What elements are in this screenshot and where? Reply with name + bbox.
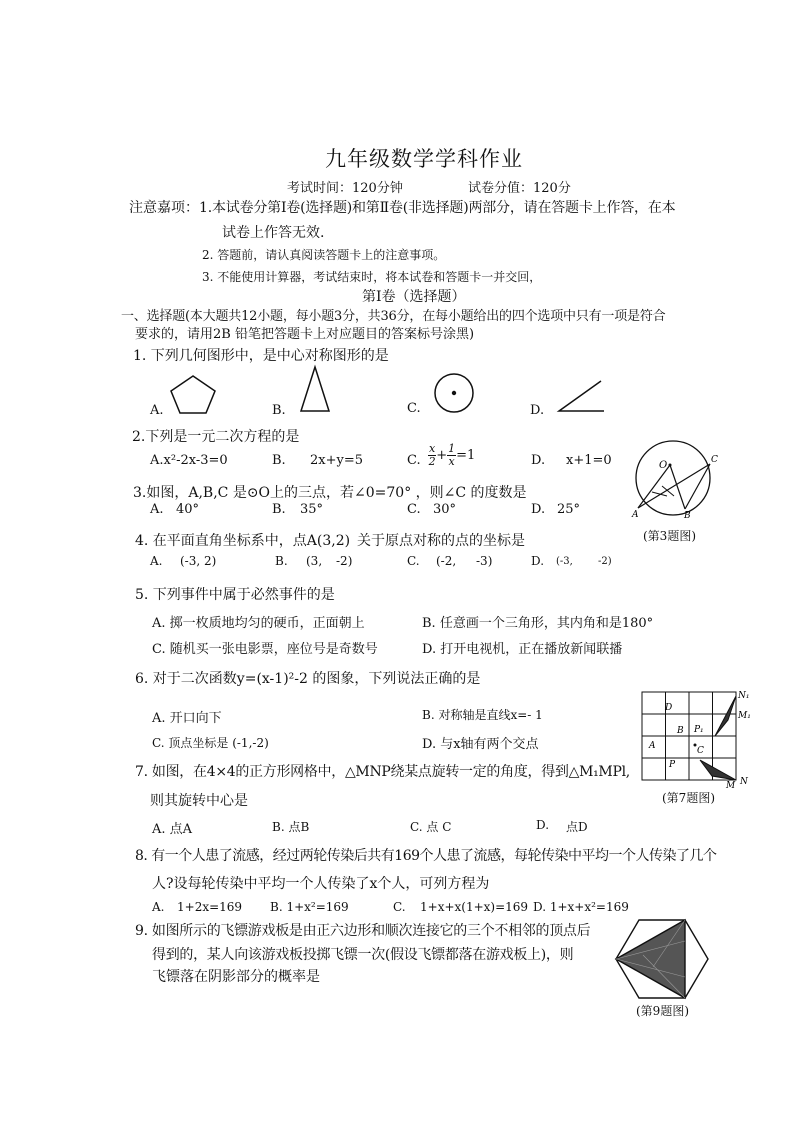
q2-option-a: A.x²-2x-3=0 (150, 453, 228, 468)
frac-denominator: x (448, 455, 455, 468)
q9-stem-cont: 得到的，某人向该游戏板投掷飞镖一次(假设飞镖都落在游戏板上)，则 (152, 947, 574, 963)
q2-option-d-label: D. (531, 453, 546, 468)
q7-grid-figure (640, 690, 751, 791)
label-m: M (726, 781, 736, 791)
q8-option-c-label: C. (393, 900, 406, 914)
frac-numerator: 1 (448, 442, 456, 455)
q3-stem: 3.如图，A,B,C 是⊙O上的三点，若∠0=70° ，则∠C 的度数是 (133, 485, 527, 501)
q2-option-d: x+1=0 (566, 453, 612, 468)
q5-option-d: D. 打开电视机，正在播放新闻联播 (422, 642, 623, 657)
note-3: 3. 不能使用计算器，考试结束时，将本试卷和答题卡一并交回， (202, 270, 542, 284)
q9-hexagon-figure (613, 917, 711, 1001)
note-1: 1.本试卷分第Ⅰ卷(选择题)和第Ⅱ卷(非选择题)两部分，请在答题卡上作答，在本 (199, 200, 676, 216)
q6-option-b: B. 对称轴是直线x=- 1 (422, 708, 543, 722)
label-m1: M₁ (738, 711, 751, 721)
label-n1: N₁ (738, 691, 750, 701)
q5-option-b: B. 任意画一个三角形，其内角和是180° (422, 616, 654, 631)
q3-option-c: 30° (433, 502, 457, 517)
q6-stem: 6. 对于二次函数y=(x-1)²-2 的图象，下列说法正确的是 (135, 671, 481, 687)
label-o: O (659, 460, 668, 471)
page-title: 九年级数学学科作业 (325, 147, 523, 171)
notes-label: 注意嘉项： (129, 200, 199, 216)
note-1-cont: 试卷上作答无效. (222, 225, 325, 241)
angle-figure (556, 378, 606, 416)
q4-option-a-label: A. (150, 554, 163, 568)
q4-stem: 4. 在平面直角坐标系中，点A(3,2) (135, 533, 351, 549)
q3-option-a-label: A. (150, 502, 164, 517)
note-2: 2. 答题前，请认真阅读答题卡上的注意事项。 (202, 248, 446, 262)
section-title: 第Ⅰ卷（选择题） (362, 289, 466, 305)
q3-option-c-label: C. (407, 502, 421, 517)
exam-score: 试卷分值：120分 (468, 181, 571, 196)
q3-option-a: 40° (176, 502, 200, 517)
q2-stem: 2.下列是一元二次方程的是 (132, 429, 300, 445)
q4-option-d-cont: -2) (598, 556, 612, 567)
q2-option-c (428, 443, 475, 468)
q9-stem-cont-2: 飞镖落在阴影部分的概率是 (152, 969, 320, 985)
section-intro-cont: 要求的，请用2B 铅笔把答题卡上对应题目的答案标号涂黑) (135, 327, 475, 342)
q3-circle-figure (622, 440, 722, 520)
q8-option-d: D. 1+x+x²=169 (533, 900, 629, 914)
q4-option-d-label: D. (531, 554, 545, 568)
q4-option-d: (-3, (556, 556, 573, 567)
q1-option-b: B. (272, 403, 286, 418)
section-intro: 一、选择题(本大题共12小题，每小题3分，共36分，在每小题给出的四个选项中只有一项是符合 (121, 309, 666, 324)
q6-option-c: C. 顶点坐标是 (-1,-2) (152, 736, 269, 750)
q3-option-d-label: D. (531, 502, 546, 517)
exam-time: 考试时间：120分钟 (287, 181, 403, 196)
q8-option-a-label: A. (152, 900, 165, 914)
equals-one: =1 (456, 448, 476, 463)
q3-option-d: 25° (557, 502, 581, 517)
frac-numerator: x (429, 442, 436, 455)
q4-option-b: (3, (306, 554, 323, 568)
q3-option-b: 35° (300, 502, 324, 517)
q7-option-d-label: D. (536, 818, 550, 832)
q4-option-c-label: C. (407, 554, 420, 568)
q4-option-c-cont: -3) (476, 554, 493, 568)
q5-stem: 5. 下列事件中属于必然事件的是 (135, 587, 335, 603)
q6-option-a: A. 开口向下 (152, 711, 222, 726)
q4-option-a: (-3, 2) (180, 554, 217, 568)
q1-stem: 1. 下列几何图形中，是中心对称图形的是 (133, 348, 389, 364)
q7-option-b: B. 点B (272, 820, 310, 834)
q1-option-c: C. (407, 401, 421, 416)
q7-option-d: 点D (566, 820, 588, 834)
q3-caption: (第3题图) (643, 529, 696, 543)
q5-option-a: A. 掷一枚质地均匀的硬币，正面朝上 (152, 616, 365, 631)
label-n: N (740, 777, 748, 787)
q9-stem: 9. 如图所示的飞镖游戏板是由正六边形和顺次连接它的三个不相邻的顶点后 (135, 923, 591, 939)
q8-option-c: 1+x+x(1+x)=169 (420, 900, 529, 914)
q7-stem: 7. 如图，在4×4的正方形网格中，△MNP绕某点旋转一定的角度，得到△M₁MPl, (135, 764, 630, 780)
q4-option-c: (-2, (436, 554, 457, 568)
q4-stem-cont: 关于原点对称的点的坐标是 (357, 533, 525, 549)
q8-stem-cont: 人?设每轮传染中平均一个人传染了x个人，可列方程为 (152, 876, 490, 892)
q3-option-b-label: B. (272, 502, 286, 517)
q1-option-d: D. (530, 403, 545, 418)
q4-option-b-cont: -2) (336, 554, 353, 568)
circle-with-center-figure (432, 372, 476, 416)
q8-option-a: 1+2x=169 (177, 900, 243, 914)
label-b: B (677, 726, 684, 736)
isosceles-triangle-figure (298, 365, 332, 415)
q8-stem: 8. 有一个人患了流感，经过两轮传染后共有169个人患了流感，每轮传染中平均一个人传染了几个 (135, 848, 717, 864)
q9-caption: (第9题图) (636, 1004, 689, 1018)
label-a: A (649, 741, 656, 751)
q7-option-a: A. 点A (152, 822, 193, 837)
plus-sign: + (436, 448, 448, 463)
pentagon-figure (168, 373, 218, 417)
q5-option-c: C. 随机买一张电影票，座位号是奇数号 (152, 642, 378, 657)
label-p1: P₁ (694, 725, 704, 735)
label-c: C (711, 455, 718, 465)
q7-option-c: C. 点 C (410, 820, 452, 834)
q2-option-c-label: C. (407, 453, 421, 468)
label-p: P (669, 760, 676, 770)
q2-option-b: 2x+y=5 (310, 453, 364, 468)
label-d: D (665, 703, 673, 713)
q7-caption: (第7题图) (662, 791, 715, 805)
frac-denominator: 2 (428, 455, 436, 468)
q8-option-b: B. 1+x²=169 (270, 900, 349, 914)
q7-stem-cont: 则其旋转中心是 (150, 793, 248, 809)
label-b: B (684, 511, 691, 521)
label-a: A (632, 510, 639, 520)
q4-option-b-label: B. (275, 554, 288, 568)
q1-option-a: A. (150, 403, 164, 418)
q2-option-b-label: B. (272, 453, 286, 468)
label-c: C (697, 746, 704, 756)
q6-option-d: D. 与x轴有两个交点 (422, 737, 539, 752)
